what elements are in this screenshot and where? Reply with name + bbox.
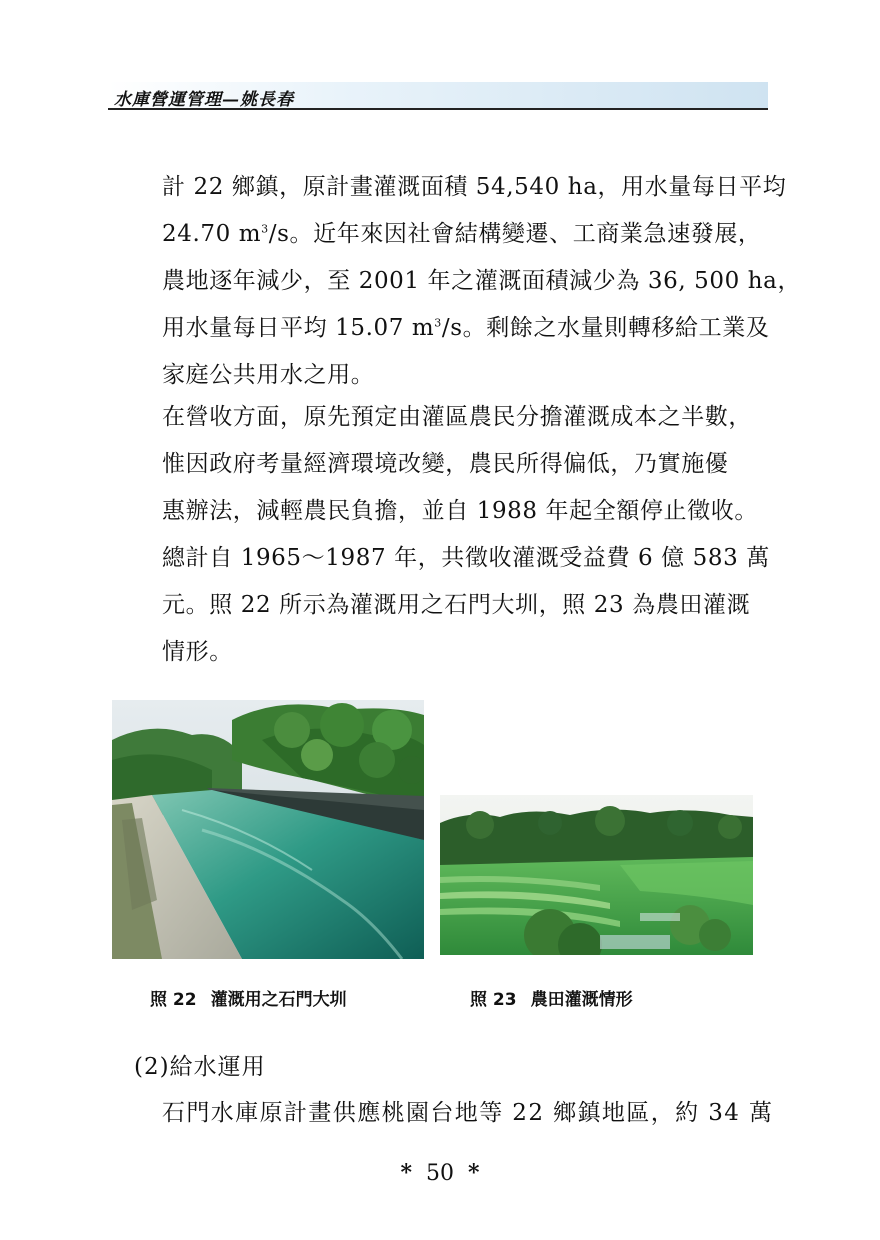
paragraph-line: 元。照 22 所示為灌溉用之石門大圳，照 23 為農田灌溉: [162, 592, 751, 618]
paragraph-line: 在營收方面，原先預定由灌區農民分擔灌溉成本之半數，: [162, 404, 752, 430]
section-heading: (2)給水運用: [134, 1054, 266, 1080]
section-first-line: 石門水庫原計畫供應桃園台地等 22 鄉鎮地區，約 34 萬: [162, 1100, 774, 1126]
caption-photo-23: [470, 985, 633, 1010]
footer-star-left: *: [400, 1160, 412, 1186]
running-header-title: 水庫營運管理—姚長春: [114, 90, 294, 110]
caption-text: 灌溉用之石門大圳: [210, 990, 347, 1010]
paragraph-1: [162, 164, 802, 399]
paragraph-line: 農地逐年減少，至 2001 年之灌溉面積減少為 36, 500 ha，: [162, 268, 802, 294]
paragraph-line: 用水量每日平均 15.07 $m^3/s$。剩餘之水量則轉移給工業及: [162, 315, 770, 341]
caption-number: 照 22: [150, 990, 197, 1010]
paragraph-line: 計 22 鄉鎮，原計畫灌溉面積 54,540 ha，用水量每日平均: [162, 174, 787, 200]
superscript: 3: [261, 222, 269, 236]
page-number: 50: [426, 1161, 454, 1186]
paragraph-line: 情形。: [162, 639, 233, 665]
caption-photo-22: [150, 985, 347, 1010]
caption-number: 照 23: [470, 990, 517, 1010]
photo-paddy-field-irrigation: [440, 795, 753, 955]
paragraph-2: [162, 394, 770, 676]
paragraph-line: 惠辦法，減輕農民負擔，並自 1988 年起全額停止徵收。: [162, 498, 758, 524]
running-header: [108, 82, 768, 110]
footer-star-right: *: [468, 1160, 480, 1186]
paragraph-line: 24.70 $m^3/s$。近年來因社會結構變遷、工商業急速發展，: [162, 221, 762, 247]
page-footer: [0, 1160, 880, 1186]
paragraph-line: 總計自 1965～1987 年，共徵收灌溉受益費 6 億 583 萬: [162, 545, 770, 571]
superscript: 3: [434, 316, 442, 330]
caption-text: 農田灌溉情形: [530, 990, 633, 1010]
paragraph-line: 惟因政府考量經濟環境改變，農民所得偏低，乃實施優: [162, 451, 729, 477]
paragraph-line: 家庭公共用水之用。: [162, 362, 375, 388]
photo-irrigation-canal: [112, 700, 424, 959]
